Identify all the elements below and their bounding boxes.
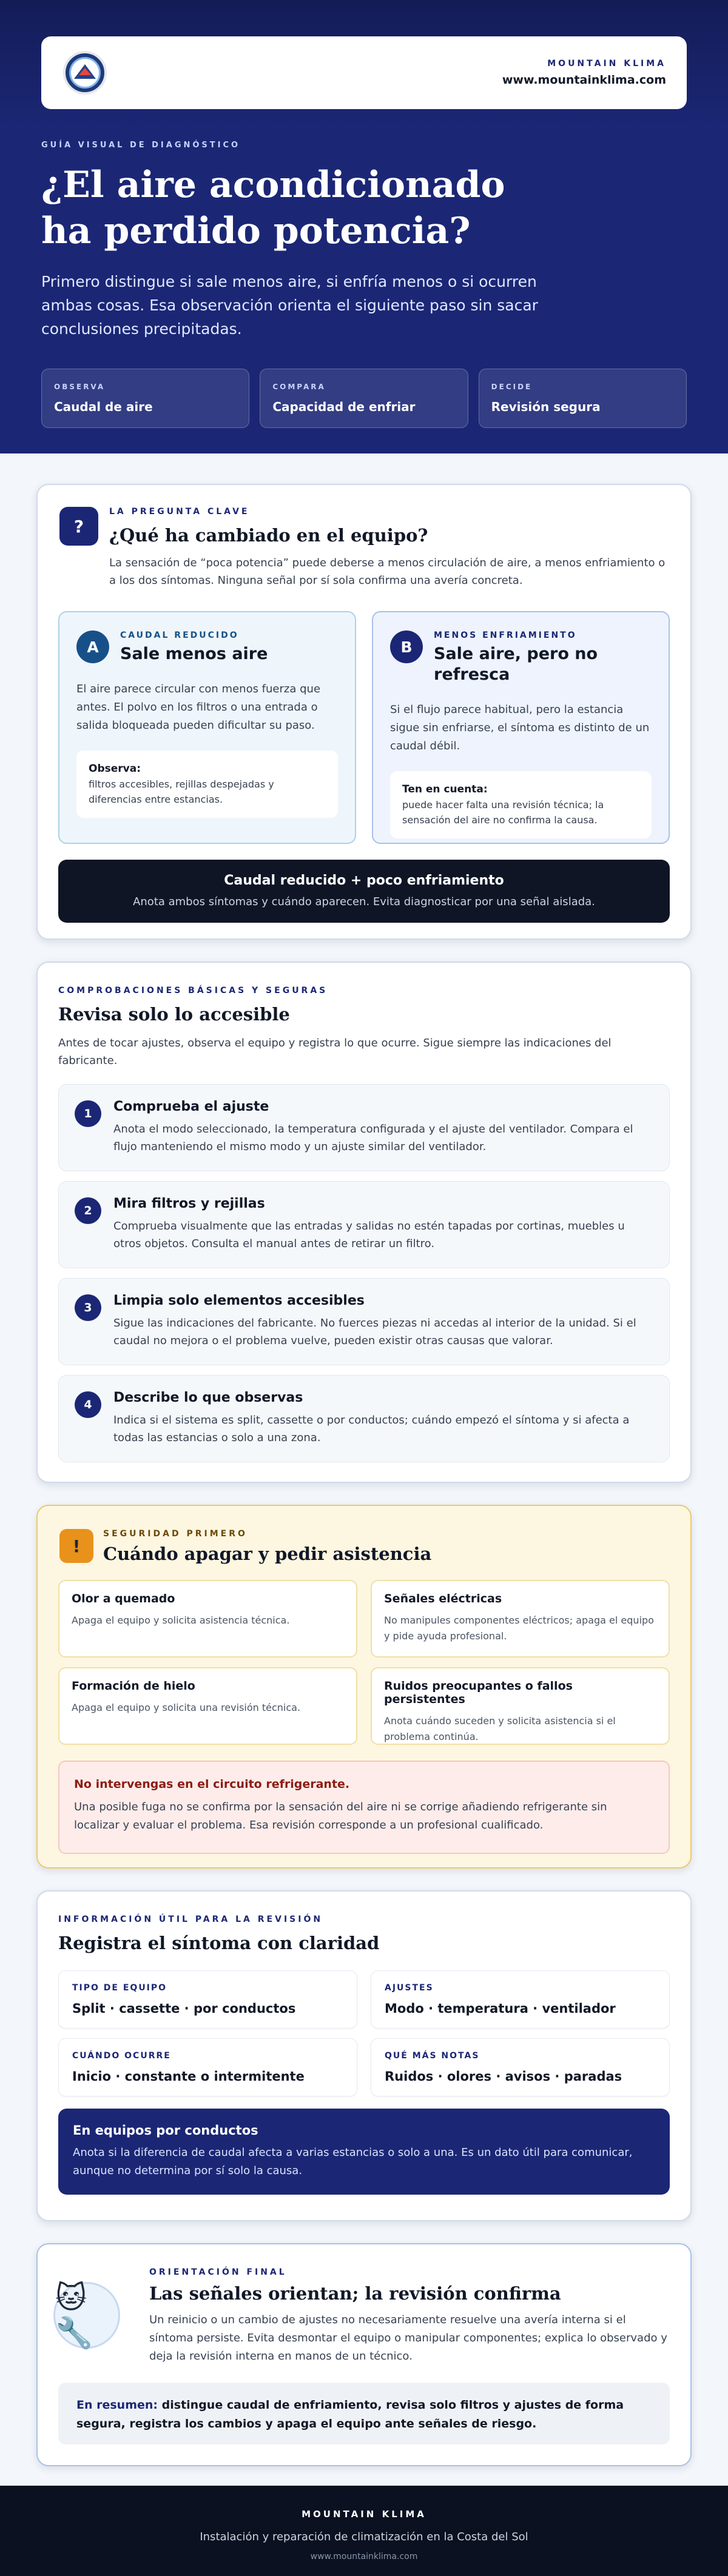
final-title: Las señales orientan; la revisión confirma [149, 2283, 561, 2304]
hero-section [0, 0, 728, 453]
combined-title: Caudal reducido + poco enfriamiento [224, 873, 504, 888]
risk-item [371, 1667, 670, 1745]
risk-text: Anota cuándo suceden y solicita asistencia si el problema continúa. [384, 1715, 616, 1742]
symptom-a-note [76, 751, 338, 818]
symptom-b-card [372, 611, 670, 844]
info-label: QUÉ MÁS NOTAS [385, 2051, 480, 2061]
symptom-a-body: El aire parece circular con menos fuerza que antes. El polvo en los filtros o una entrada o salida bloqueada pueden dificultar su paso. [76, 683, 321, 732]
info-label: CUÁNDO OCURRE [72, 2051, 171, 2061]
info-eyebrow: INFORMACIÓN ÚTIL PARA LA REVISIÓN [58, 1915, 323, 1924]
refrigerant-alert [58, 1761, 670, 1854]
ducted-title: En equipos por conductos [73, 2123, 258, 2138]
step-number-icon: 2 [75, 1197, 101, 1224]
risk-text: Apaga el equipo y solicita una revisión técnica. [72, 1702, 301, 1713]
info-title: Registra el síntoma con claridad [58, 1933, 380, 1953]
ducted-systems-box [58, 2109, 670, 2195]
final-header [149, 2267, 670, 2366]
alert-text: Una posible fuga no se confirma por la sensación del aire ni se corrige añadiendo refrigerante sin localizar y evaluar el problema. Esa revisión corresponde a un profesional cualificado. [74, 1801, 607, 1832]
safety-title: Cuándo apagar y pedir asistencia [103, 1544, 432, 1564]
step-value: Caudal de aire [54, 400, 153, 414]
question-card [36, 484, 692, 940]
info-item [58, 2038, 357, 2096]
letter-b-icon: B [390, 631, 423, 663]
check-title: Comprueba el ajuste [113, 1099, 269, 1114]
question-text: La sensación de “poca potencia” puede deberse a menos circulación de aire, a menos enfriamiento o a los dos síntomas. Ninguna señal por sí sola confirma una avería concreta. [109, 557, 666, 587]
safety-eyebrow: SEGURIDAD PRIMERO [103, 1529, 248, 1539]
symptom-a-eyebrow: CAUDAL REDUCIDO [120, 631, 239, 640]
info-card [36, 1890, 692, 2221]
brand-info [502, 59, 666, 87]
symptom-a-header [120, 631, 338, 664]
step-decide [479, 369, 687, 428]
risk-title: Ruidos preocupantes o fallos persistentes [384, 1679, 573, 1706]
info-value: Modo · temperatura · ventilador [385, 2001, 616, 2016]
info-item [371, 1970, 670, 2029]
symptom-b-title: Sale aire, pero no refresca [434, 644, 598, 684]
checks-eyebrow: COMPROBACIONES BÁSICAS Y SEGURAS [58, 986, 328, 995]
content-panel [0, 453, 728, 2486]
final-card [36, 2243, 692, 2466]
step-compare [260, 369, 468, 428]
list-item [58, 1181, 670, 1268]
symptom-a-title: Sale menos aire [120, 644, 268, 663]
checks-list [58, 1084, 670, 1462]
safety-card [36, 1505, 692, 1868]
risk-title: Formación de hielo [72, 1679, 195, 1693]
hero-subtitle: Primero distingue si sale menos aire, si enfría menos o si ocurren ambas cosas. Esa observación orienta el siguiente paso sin sacar conclusiones precipitadas. [41, 273, 538, 338]
brand-name: MOUNTAIN KLIMA [547, 59, 666, 69]
footer-url-link[interactable]: www.mountainklima.com [310, 2552, 418, 2561]
safety-header [103, 1529, 670, 1564]
check-text: Indica si el sistema es split, cassette o por conductos; cuándo empezó el síntoma y si afecta a todas las estancias o solo a una zona. [113, 1414, 630, 1444]
info-value: Split · cassette · por conductos [72, 2001, 296, 2016]
step-value: Capacidad de enfriar [272, 400, 416, 414]
final-summary [58, 2383, 670, 2444]
note-label: Observa: [89, 763, 141, 775]
list-item [58, 1084, 670, 1171]
step-number-icon: 1 [75, 1100, 101, 1127]
checks-title: Revisa solo lo accesible [58, 1004, 290, 1025]
question-eyebrow: LA PREGUNTA CLAVE [109, 507, 250, 517]
ducted-text: Anota si la diferencia de caudal afecta a varias estancias o solo a una. Es un dato útil para comunicar, aunque no determina por sí solo la causa. [73, 2146, 633, 2177]
symptom-comparison [58, 611, 670, 844]
step-label: DECIDE [491, 383, 533, 391]
mountain-logo-icon[interactable] [63, 51, 107, 95]
symptom-b-eyebrow: MENOS ENFRIAMIENTO [434, 631, 577, 640]
question-title: ¿Qué ha cambiado en el equipo? [109, 525, 428, 546]
info-value: Ruidos · olores · avisos · paradas [385, 2069, 622, 2084]
risk-title: Olor a quemado [72, 1592, 175, 1605]
cat-technician-icon: 🐱🔧 [53, 2282, 120, 2349]
symptom-b-header [434, 631, 652, 685]
combined-text: Anota ambos síntomas y cuándo aparecen. Evita diagnosticar por una señal aislada. [133, 895, 595, 908]
list-item [58, 1375, 670, 1462]
footer [0, 2486, 728, 2576]
question-mark-icon: ? [59, 507, 98, 546]
step-label: COMPARA [272, 383, 326, 391]
step-value: Revisión segura [491, 400, 601, 414]
risk-text: No manipules componentes eléctricos; apaga el equipo y pide ayuda profesional. [384, 1614, 654, 1642]
hero-eyebrow: GUÍA VISUAL DE DIAGNÓSTICO [41, 141, 241, 150]
note-label: Ten en cuenta: [402, 783, 488, 795]
combined-symptom-bar [58, 860, 670, 923]
final-eyebrow: ORIENTACIÓN FINAL [149, 2267, 287, 2277]
checks-subtitle: Antes de tocar ajustes, observa el equipo y registra lo que ocurre. Sigue siempre las indicaciones del fabricante. [58, 1037, 612, 1067]
risk-grid [58, 1580, 670, 1745]
hero-title-line1: ¿El aire acondicionado [41, 164, 505, 206]
note-text: puede hacer falta una revisión técnica; la sensación del aire no confirma la causa. [402, 799, 604, 826]
info-item [371, 2038, 670, 2096]
brand-bar [41, 36, 687, 109]
info-item [58, 1970, 357, 2029]
brand-url-link[interactable]: www.mountainklima.com [502, 73, 666, 87]
info-label: AJUSTES [385, 1983, 434, 1993]
info-label: TIPO DE EQUIPO [72, 1983, 167, 1993]
summary-text: distingue caudal de enfriamiento, revisa solo filtros y ajustes de forma segura, registra los cambios y apaga el equipo ante señales de riesgo. [76, 2398, 624, 2430]
hero-steps [41, 369, 687, 428]
letter-a-icon: A [76, 631, 109, 663]
hero-title-line2: ha perdido potencia? [41, 210, 471, 252]
check-title: Mira filtros y rejillas [113, 1196, 265, 1211]
symptom-b-note [390, 771, 652, 838]
question-header [109, 507, 670, 589]
info-value: Inicio · constante o intermitente [72, 2069, 305, 2084]
footer-tagline: Instalación y reparación de climatización en la Costa del Sol [200, 2531, 528, 2543]
final-text: Un reinicio o un cambio de ajustes no necesariamente resuelve una avería interna si el síntoma persiste. Evita desmontar el equipo o manipular componentes; explica lo observado y deja la revisión interna en manos de un técnico. [149, 2313, 667, 2363]
symptom-b-body: Si el flujo parece habitual, pero la estancia sigue sin enfriarse, el síntoma es distinto de un caudal débil. [390, 703, 650, 752]
warning-icon: ! [59, 1529, 93, 1563]
note-text: filtros accesibles, rejillas despejadas y diferencias entre estancias. [89, 778, 274, 805]
risk-item [58, 1667, 357, 1745]
check-text: Comprueba visualmente que las entradas y salidas no estén tapadas por cortinas, muebles u otros objetos. Consulta el manual antes de retirar un filtro. [113, 1220, 625, 1250]
check-text: Anota el modo seleccionado, la temperatura configurada y el ajuste del ventilador. Compara el flujo manteniendo el mismo modo y un ajuste similar del ventilador. [113, 1123, 633, 1153]
check-title: Limpia solo elementos accesibles [113, 1293, 365, 1308]
alert-title: No intervengas en el circuito refrigerante. [74, 1778, 350, 1791]
risk-text: Apaga el equipo y solicita asistencia técnica. [72, 1614, 290, 1626]
check-title: Describe lo que observas [113, 1390, 303, 1405]
step-observe [41, 369, 249, 428]
info-grid [58, 1970, 670, 2096]
risk-item [58, 1580, 357, 1658]
step-label: OBSERVA [54, 383, 106, 391]
checks-card [36, 962, 692, 1483]
step-number-icon: 4 [75, 1391, 101, 1418]
step-number-icon: 3 [75, 1294, 101, 1321]
risk-item [371, 1580, 670, 1658]
hero-title [41, 162, 687, 254]
summary-label: En resumen: [76, 2398, 158, 2412]
check-text: Sigue las indicaciones del fabricante. No fuerces piezas ni accedas al interior de la unidad. Si el caudal no mejora o el problema vuelve, pueden existir otras causas que valorar. [113, 1317, 636, 1347]
footer-brand: MOUNTAIN KLIMA [302, 2509, 426, 2520]
symptom-a-card [58, 611, 356, 844]
list-item [58, 1278, 670, 1365]
risk-title: Señales eléctricas [384, 1592, 502, 1605]
